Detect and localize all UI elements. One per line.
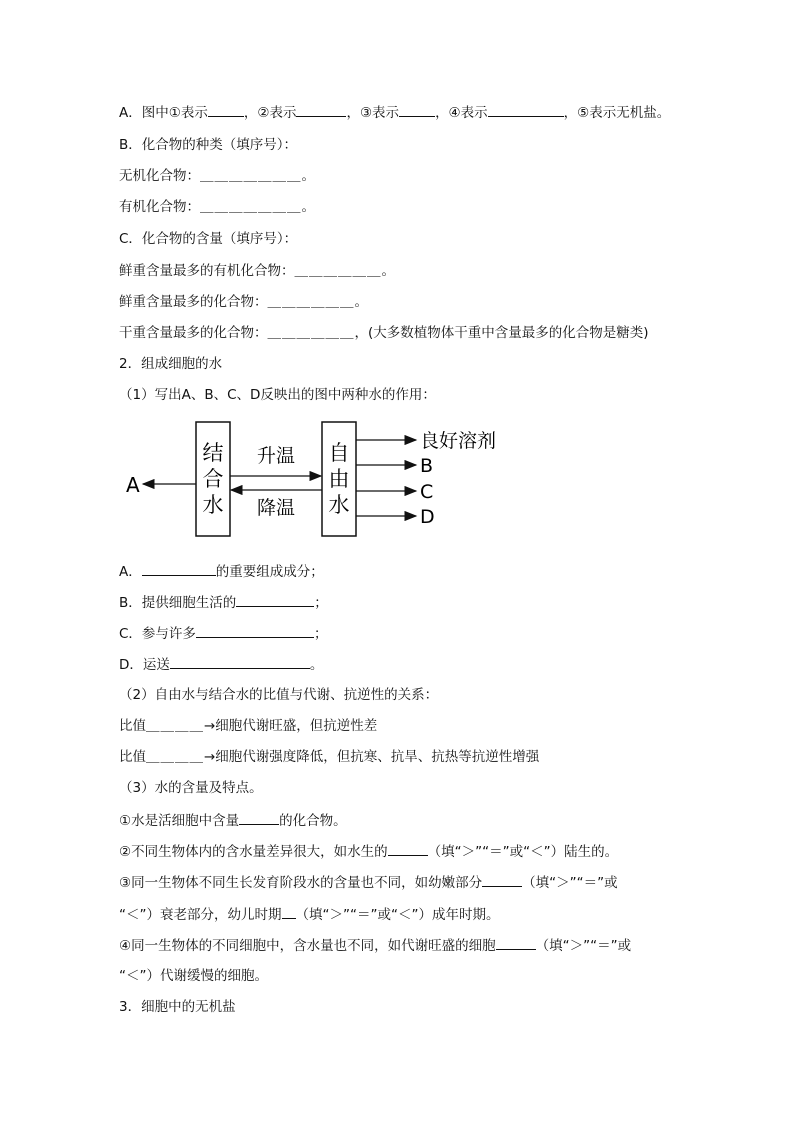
text: ； bbox=[314, 595, 328, 611]
organic-line bbox=[119, 198, 315, 216]
answer-blank[interactable]: ＿＿＿＿＿＿ bbox=[267, 294, 355, 310]
part-2-title: 2．组成细胞的水 bbox=[119, 356, 223, 372]
period: 。 bbox=[301, 168, 315, 184]
period: 。 bbox=[354, 294, 368, 310]
text: D．运送 bbox=[119, 657, 170, 673]
text: →细胞代谢旺盛，但抗逆性差 bbox=[204, 718, 378, 734]
answer-a-line bbox=[119, 562, 324, 581]
text: “＜”）衰老部分，幼儿时期 bbox=[119, 907, 282, 923]
text: ，④表示 bbox=[435, 105, 488, 121]
content-blank-1[interactable] bbox=[239, 811, 279, 825]
ratio-blank-2[interactable]: ＿＿＿＿ bbox=[146, 749, 204, 765]
content-line-1 bbox=[119, 811, 347, 830]
text: A． bbox=[119, 564, 142, 580]
text: 的化合物。 bbox=[279, 813, 347, 829]
answer-d-blank[interactable] bbox=[170, 655, 310, 669]
bound-water-char: 水 bbox=[202, 493, 224, 517]
text: ，②表示 bbox=[243, 105, 297, 121]
heat-up-label: 升温 bbox=[256, 445, 296, 467]
free-water-char: 由 bbox=[328, 467, 350, 491]
note: ，(大多数植物体干重中含量最多的化合物是糖类) bbox=[354, 325, 649, 341]
section-b-title: B．化合物的种类（填序号）： bbox=[119, 137, 298, 153]
label: 鲜重含量最多的化合物： bbox=[119, 294, 268, 310]
text: ④同一生物体的不同细胞中，含水量也不同，如代谢旺盛的细胞 bbox=[119, 938, 496, 954]
content-blank-5[interactable] bbox=[496, 936, 536, 950]
answer-blank[interactable]: ＿＿＿＿＿＿＿ bbox=[200, 199, 302, 215]
text: 的重要组成成分； bbox=[215, 564, 324, 580]
answer-c-line bbox=[119, 624, 327, 643]
content-line-2 bbox=[119, 842, 618, 861]
free-water-char: 水 bbox=[328, 493, 350, 517]
label: 比值 bbox=[119, 718, 146, 734]
text: ②不同生物体内的含水量差异很大，如水生的 bbox=[119, 844, 388, 860]
text: 。 bbox=[309, 657, 324, 673]
blank-3[interactable] bbox=[399, 103, 435, 117]
label: 无机化合物： bbox=[119, 168, 200, 184]
ratio-line-2 bbox=[119, 748, 539, 766]
answer-b-blank[interactable] bbox=[236, 593, 314, 607]
fresh-organic-line bbox=[119, 262, 395, 280]
text: A．图中①表示 bbox=[119, 105, 208, 121]
content-blank-3[interactable] bbox=[482, 873, 522, 887]
answer-blank[interactable]: ＿＿＿＿＿＿＿ bbox=[200, 168, 302, 184]
answer-d-line bbox=[119, 655, 323, 674]
question-a-line bbox=[119, 103, 670, 122]
content-line-4 bbox=[119, 905, 499, 924]
content-line-6: “＜”）代谢缓慢的细胞。 bbox=[119, 968, 268, 984]
text: ； bbox=[313, 626, 328, 642]
label-c: C bbox=[420, 481, 434, 503]
text: ，③表示 bbox=[346, 105, 400, 121]
period: 。 bbox=[381, 263, 395, 279]
bound-water-char: 结 bbox=[202, 441, 224, 465]
text: ③同一生物体不同生长发育阶段水的含量也不同，如幼嫩部分 bbox=[119, 875, 483, 891]
answer-c-blank[interactable] bbox=[196, 624, 314, 638]
question-1: （1）写出A、B、C、D反映出的图中两种水的作用： bbox=[119, 387, 436, 403]
text: （填“＞”“＝”或 bbox=[522, 875, 618, 891]
content-blank-4[interactable] bbox=[282, 905, 296, 919]
section-c-title: C．化合物的含量（填序号）： bbox=[119, 231, 298, 247]
label: 比值 bbox=[119, 749, 146, 765]
free-water-char: 自 bbox=[328, 441, 350, 465]
text: （填“＞”“＝”或“＜”）成年时期。 bbox=[295, 907, 500, 923]
answer-a-blank[interactable] bbox=[142, 562, 216, 576]
content-line-3 bbox=[119, 873, 618, 892]
text: B．提供细胞生活的 bbox=[119, 595, 237, 611]
text: （填“＞”“＝”或“＜”）陆生的。 bbox=[427, 844, 619, 860]
label: 鲜重含量最多的有机化合物： bbox=[119, 263, 295, 279]
content-title: （3）水的含量及特点。 bbox=[119, 780, 263, 796]
text: →细胞代谢强度降低，但抗寒、抗旱、抗热等抗逆性增强 bbox=[204, 749, 540, 765]
text: ，⑤表示无机盐。 bbox=[563, 105, 671, 121]
label-a: A bbox=[126, 473, 140, 497]
part-3-title: 3．细胞中的无机盐 bbox=[119, 999, 236, 1015]
text: （填“＞”“＝”或 bbox=[535, 938, 632, 954]
solvent-label: 良好溶剂 bbox=[420, 430, 497, 452]
answer-blank[interactable]: ＿＿＿＿＿＿ bbox=[294, 263, 382, 279]
bound-water-char: 合 bbox=[202, 467, 224, 491]
ratio-title: （2）自由水与结合水的比值与代谢、抗逆性的关系： bbox=[119, 687, 439, 703]
blank-2[interactable] bbox=[296, 103, 346, 117]
answer-blank[interactable]: ＿＿＿＿＿＿ bbox=[267, 325, 355, 341]
ratio-line-1 bbox=[119, 717, 377, 735]
answer-b-line bbox=[119, 593, 328, 612]
dry-compound-line bbox=[119, 324, 649, 342]
water-diagram bbox=[124, 418, 524, 547]
blank-1[interactable] bbox=[208, 103, 244, 117]
content-blank-2[interactable] bbox=[388, 842, 428, 856]
content-line-5 bbox=[119, 936, 631, 955]
inorganic-line bbox=[119, 167, 315, 185]
water-diagram-svg bbox=[124, 418, 524, 543]
ratio-blank-1[interactable]: ＿＿＿＿ bbox=[146, 718, 204, 734]
label-b: B bbox=[420, 455, 434, 477]
label: 有机化合物： bbox=[119, 199, 200, 215]
text: C．参与许多 bbox=[119, 626, 196, 642]
label-d: D bbox=[420, 506, 435, 528]
label: 干重含量最多的化合物： bbox=[119, 325, 268, 341]
period: 。 bbox=[301, 199, 315, 215]
blank-4[interactable] bbox=[488, 103, 564, 117]
fresh-compound-line bbox=[119, 293, 368, 311]
text: ①水是活细胞中含量 bbox=[119, 813, 240, 829]
cool-down-label: 降温 bbox=[256, 497, 296, 519]
